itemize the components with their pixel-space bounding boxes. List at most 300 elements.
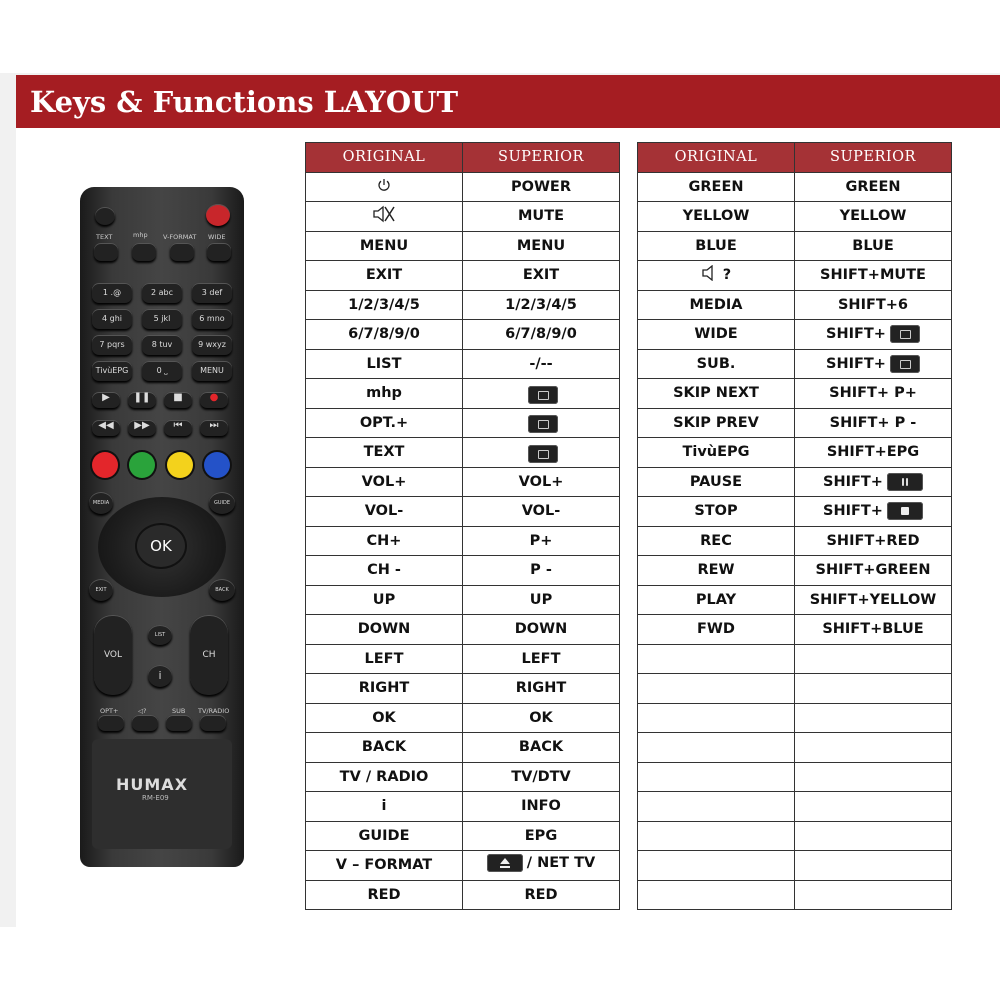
superior-key-cell <box>463 261 620 291</box>
superior-key-cell <box>463 526 620 556</box>
wide-key <box>207 243 231 261</box>
original-key-label: LIST <box>366 355 402 372</box>
remote-label-audio: ◁? <box>138 707 147 715</box>
text-key <box>94 243 118 261</box>
original-key-cell <box>638 674 795 704</box>
superior-key-content <box>519 474 564 490</box>
table-row <box>306 290 620 320</box>
original-key-label: CH+ <box>366 532 402 549</box>
superior-key-label: SHIFT+ <box>826 326 886 343</box>
guide-key: GUIDE <box>209 492 235 514</box>
red-key <box>92 452 118 478</box>
table-row <box>306 231 620 261</box>
superior-key-label: / NET TV <box>526 855 596 872</box>
exit-key: EXIT <box>89 579 113 601</box>
original-key-content <box>358 828 409 844</box>
eject-button-icon <box>487 854 523 872</box>
table-row <box>638 762 952 792</box>
superior-key-cell <box>463 733 620 763</box>
original-key-content <box>688 179 743 195</box>
superior-key-cell <box>463 821 620 851</box>
superior-key-content <box>820 267 926 283</box>
superior-key-cell <box>463 290 620 320</box>
superior-key-content <box>487 854 595 872</box>
original-key-label: BLUE <box>695 237 737 254</box>
original-key-label: MEDIA <box>689 296 743 313</box>
remote-label-wide: WIDE <box>208 233 226 241</box>
table-row <box>638 880 952 910</box>
remote-brand: HUMAX <box>116 775 189 794</box>
header-original: ORIGINAL <box>638 143 795 173</box>
superior-key-label: SHIFT+BLUE <box>822 621 924 638</box>
mute-icon <box>371 204 397 228</box>
superior-key-content <box>826 533 919 549</box>
superior-key-content <box>521 798 561 814</box>
table-row <box>306 556 620 586</box>
table-row <box>306 467 620 497</box>
header-original: ORIGINAL <box>306 143 463 173</box>
superior-key-cell <box>795 172 952 202</box>
table-row <box>306 202 620 232</box>
original-key-content <box>690 474 742 490</box>
table-row <box>638 290 952 320</box>
table-row <box>306 349 620 379</box>
original-key-content <box>348 297 420 313</box>
superior-key-content <box>505 326 577 342</box>
original-key-label: SKIP NEXT <box>673 385 759 402</box>
superior-key-content <box>530 592 552 608</box>
mute-button-icon <box>95 207 115 225</box>
original-key-cell <box>638 172 795 202</box>
table-row <box>306 762 620 792</box>
original-key-label: V – FORMAT <box>335 857 433 874</box>
original-key-label: BACK <box>361 739 407 756</box>
fwd-key: ▶▶ <box>128 420 156 436</box>
original-key-label: REW <box>697 562 735 579</box>
superior-key-label: MUTE <box>518 208 564 225</box>
original-key-label: MENU <box>359 237 409 254</box>
original-key-label: STOP <box>694 503 738 520</box>
superior-key-label: LEFT <box>521 650 561 667</box>
table-row <box>306 438 620 468</box>
superior-key-label: RIGHT <box>515 680 567 697</box>
superior-key-content <box>845 179 900 195</box>
original-key-cell <box>638 644 795 674</box>
table-row <box>638 733 952 763</box>
original-key-cell <box>638 379 795 409</box>
stop-button-icon <box>887 502 923 520</box>
yellow-key <box>167 452 193 478</box>
table-row <box>638 231 952 261</box>
original-key-label: RED <box>367 886 401 903</box>
original-key-content <box>673 385 759 401</box>
superior-key-cell <box>795 526 952 556</box>
power-icon <box>376 177 392 197</box>
digit-key: 4 ghi <box>92 309 132 329</box>
original-key-cell <box>306 556 463 586</box>
original-key-label: ? <box>722 267 732 284</box>
superior-key-content <box>827 444 919 460</box>
original-key-cell <box>306 379 463 409</box>
original-key-content <box>694 503 737 519</box>
table-row <box>306 703 620 733</box>
original-key-label: SKIP PREV <box>673 414 759 431</box>
superior-key-content <box>826 325 920 343</box>
original-key-label: OPT.+ <box>359 414 409 431</box>
digit-key: 7 pqrs <box>92 335 132 355</box>
original-key-content <box>340 769 429 785</box>
original-key-cell <box>638 703 795 733</box>
superior-key-cell <box>795 762 952 792</box>
key-button-icon <box>890 355 920 373</box>
superior-key-cell <box>795 556 952 586</box>
original-key-cell <box>306 526 463 556</box>
superior-key-label: SHIFT+ P+ <box>829 385 917 402</box>
superior-key-content <box>524 887 557 903</box>
original-key-content <box>366 385 402 401</box>
original-key-label: YELLOW <box>682 208 750 225</box>
original-key-label: 1/2/3/4/5 <box>348 296 420 313</box>
superior-key-label: P - <box>530 562 552 579</box>
original-key-label: TivùEPG <box>682 444 750 461</box>
superior-key-cell <box>795 703 952 733</box>
superior-key-label: 6/7/8/9/0 <box>505 326 577 343</box>
original-key-cell <box>306 674 463 704</box>
original-key-content <box>701 265 731 285</box>
superior-key-label: VOL- <box>521 503 561 520</box>
superior-key-content <box>523 267 559 283</box>
original-key-cell <box>638 497 795 527</box>
superior-key-content <box>524 386 558 404</box>
superior-key-content <box>823 502 923 520</box>
digit-key: 2 abc <box>142 283 182 303</box>
digit-key: 9 wxyz <box>192 335 232 355</box>
original-key-content <box>364 444 405 460</box>
superior-key-cell <box>463 585 620 615</box>
table-row <box>638 585 952 615</box>
original-key-content <box>371 204 397 228</box>
superior-key-label: EXIT <box>522 267 560 284</box>
superior-key-cell <box>795 585 952 615</box>
table-row <box>638 408 952 438</box>
original-key-cell <box>638 320 795 350</box>
remote-label-mhp: mhp <box>133 231 148 239</box>
table-row <box>638 792 952 822</box>
speaker-icon <box>701 265 719 285</box>
superior-key-label: SHIFT+MUTE <box>820 267 926 284</box>
table-row <box>638 556 952 586</box>
volume-rocker: VOL <box>94 615 132 695</box>
back-key: BACK <box>209 579 235 601</box>
info-key: i <box>148 665 172 687</box>
digit-key: 3 def <box>192 283 232 303</box>
superior-key-cell <box>795 467 952 497</box>
superior-key-label: BACK <box>518 739 564 756</box>
original-key-content <box>697 562 734 578</box>
superior-key-cell <box>463 379 620 409</box>
superior-key-label: SHIFT+ P - <box>829 414 917 431</box>
header-superior: SUPERIOR <box>795 143 952 173</box>
sub-key <box>166 715 192 731</box>
original-key-cell <box>306 202 463 232</box>
superior-key-label: MENU <box>516 237 566 254</box>
original-key-label: GREEN <box>688 178 744 195</box>
superior-key-cell <box>795 320 952 350</box>
page-title: Keys & Functions LAYOUT <box>30 85 459 119</box>
original-key-content <box>373 592 395 608</box>
original-key-cell <box>638 792 795 822</box>
remote-label-vformat: V-FORMAT <box>163 233 197 241</box>
original-key-cell <box>638 851 795 881</box>
original-key-cell <box>638 438 795 468</box>
original-key-cell <box>638 615 795 645</box>
superior-key-cell <box>463 674 620 704</box>
superior-key-cell <box>795 349 952 379</box>
digit-key: MENU <box>192 361 232 381</box>
original-key-cell <box>306 408 463 438</box>
original-key-cell <box>638 231 795 261</box>
original-key-cell <box>306 792 463 822</box>
table-row <box>638 467 952 497</box>
superior-key-content <box>511 769 571 785</box>
superior-key-content <box>511 179 571 195</box>
media-key: MEDIA <box>89 492 113 514</box>
original-key-label: LEFT <box>364 650 404 667</box>
key-button-icon <box>528 445 558 463</box>
original-key-label: DOWN <box>357 621 411 638</box>
remote-label-tvradio: TV/RADIO <box>198 707 230 715</box>
superior-key-label: SHIFT+ <box>823 473 883 490</box>
superior-key-cell <box>463 497 620 527</box>
header-superior: SUPERIOR <box>463 143 620 173</box>
original-key-label: i <box>381 798 387 815</box>
table-row <box>638 644 952 674</box>
original-key-content <box>700 533 732 549</box>
superior-key-label: DOWN <box>514 621 568 638</box>
table-row <box>638 261 952 291</box>
original-key-label: VOL- <box>364 503 404 520</box>
remote-label-sub: SUB <box>172 707 186 715</box>
original-key-content <box>695 238 736 254</box>
table-row <box>306 851 620 881</box>
table-row <box>638 615 952 645</box>
original-key-label: SUB. <box>696 355 736 372</box>
superior-key-cell <box>795 231 952 261</box>
superior-key-content <box>852 238 893 254</box>
table-row <box>638 674 952 704</box>
original-key-label: TV / RADIO <box>339 768 429 785</box>
table-row <box>638 172 952 202</box>
table-row <box>638 497 952 527</box>
original-key-cell <box>306 320 463 350</box>
table-row <box>638 821 952 851</box>
mhp-key <box>132 243 156 261</box>
original-key-cell <box>638 261 795 291</box>
superior-key-cell <box>463 644 620 674</box>
table-row <box>638 526 952 556</box>
original-key-cell <box>306 851 463 881</box>
channel-rocker: CH <box>190 615 228 695</box>
superior-key-cell <box>795 290 952 320</box>
original-key-cell <box>638 733 795 763</box>
superior-key-content <box>529 710 553 726</box>
original-key-content <box>366 267 402 283</box>
superior-key-label: RED <box>524 886 558 903</box>
original-key-cell <box>306 467 463 497</box>
superior-key-content <box>529 356 552 372</box>
audio-key <box>132 715 158 731</box>
table-row <box>638 320 952 350</box>
original-key-cell <box>306 733 463 763</box>
digit-key: 1 .@ <box>92 283 132 303</box>
original-key-content <box>362 474 407 490</box>
original-key-cell <box>638 202 795 232</box>
original-key-cell <box>306 762 463 792</box>
superior-key-label: GREEN <box>845 178 901 195</box>
original-key-cell <box>306 615 463 645</box>
superior-key-label: YELLOW <box>839 208 907 225</box>
original-key-cell <box>306 880 463 910</box>
table-row <box>638 703 952 733</box>
superior-key-label: VOL+ <box>518 473 564 490</box>
original-key-content <box>376 177 392 197</box>
digit-key: TivùEPG <box>92 361 132 381</box>
original-key-content <box>362 739 406 755</box>
original-key-cell <box>638 349 795 379</box>
original-key-content <box>358 621 411 637</box>
original-key-cell <box>306 172 463 202</box>
original-key-content <box>673 415 759 431</box>
skip-next-key: ⏭ <box>200 420 228 436</box>
superior-key-cell <box>795 674 952 704</box>
table-row <box>306 644 620 674</box>
rew-key: ◀◀ <box>92 420 120 436</box>
original-key-label: EXIT <box>365 267 403 284</box>
original-key-content <box>382 798 387 814</box>
original-key-label: VOL+ <box>361 473 407 490</box>
superior-key-label: TV/DTV <box>511 768 571 785</box>
table-row <box>306 172 620 202</box>
superior-key-cell <box>463 762 620 792</box>
original-key-content <box>365 651 404 667</box>
superior-key-label: SHIFT+ <box>823 503 883 520</box>
original-key-content <box>696 592 736 608</box>
superior-key-label: POWER <box>510 178 572 195</box>
table-row <box>306 408 620 438</box>
original-key-cell <box>306 703 463 733</box>
original-key-cell <box>638 556 795 586</box>
superior-key-content <box>530 533 553 549</box>
superior-key-content <box>816 562 931 578</box>
original-key-content <box>697 356 736 372</box>
remote-control-image <box>80 187 244 867</box>
superior-key-cell <box>795 408 952 438</box>
original-key-label: UP <box>372 591 396 608</box>
original-key-label: WIDE <box>694 326 738 343</box>
table-row <box>306 320 620 350</box>
superior-key-cell <box>795 379 952 409</box>
table-row <box>638 438 952 468</box>
superior-key-cell <box>463 408 620 438</box>
remote-label-opt: OPT+ <box>100 707 119 715</box>
superior-key-label: -/-- <box>529 355 553 372</box>
original-key-cell <box>638 408 795 438</box>
superior-key-cell <box>795 438 952 468</box>
superior-key-label: SHIFT+EPG <box>826 444 920 461</box>
superior-key-content <box>530 562 552 578</box>
table-row <box>306 379 620 409</box>
original-key-content <box>336 857 432 873</box>
original-key-label: FWD <box>697 621 735 638</box>
table-row <box>638 851 952 881</box>
superior-key-content <box>517 238 565 254</box>
play-key: ▶ <box>92 392 120 408</box>
table-row <box>306 526 620 556</box>
original-key-label: RIGHT <box>358 680 410 697</box>
superior-key-cell <box>463 320 620 350</box>
original-key-label: 6/7/8/9/0 <box>348 326 420 343</box>
superior-key-cell <box>795 497 952 527</box>
keys-table-right <box>637 142 952 910</box>
original-key-cell <box>638 880 795 910</box>
digit-key: 0 ⎵ <box>142 361 182 381</box>
original-key-label: REC <box>700 532 732 549</box>
superior-key-cell <box>463 467 620 497</box>
table-row <box>638 202 952 232</box>
superior-key-label: INFO <box>521 798 561 815</box>
original-key-label: mhp <box>366 385 402 402</box>
original-key-content <box>359 680 410 696</box>
original-key-cell <box>306 497 463 527</box>
rec-key: ● <box>200 392 228 408</box>
original-key-label: PLAY <box>695 591 737 608</box>
superior-key-content <box>524 445 558 463</box>
table-row <box>306 880 620 910</box>
vformat-key <box>170 243 194 261</box>
superior-key-cell <box>795 851 952 881</box>
original-key-content <box>367 887 400 903</box>
superior-key-cell <box>795 644 952 674</box>
skip-prev-key: ⏮ <box>164 420 192 436</box>
superior-key-cell <box>463 792 620 822</box>
superior-key-cell <box>463 703 620 733</box>
table-row <box>638 379 952 409</box>
original-key-content <box>372 710 396 726</box>
superior-key-cell <box>795 821 952 851</box>
original-key-content <box>367 356 402 372</box>
superior-key-cell <box>795 261 952 291</box>
superior-key-label: UP <box>529 591 553 608</box>
original-key-cell <box>306 231 463 261</box>
original-key-cell <box>306 349 463 379</box>
superior-key-cell <box>795 202 952 232</box>
original-key-content <box>694 326 737 342</box>
original-key-cell <box>638 762 795 792</box>
superior-key-cell <box>463 615 620 645</box>
original-key-cell <box>306 644 463 674</box>
original-key-cell <box>638 467 795 497</box>
superior-key-label: SHIFT+6 <box>837 296 908 313</box>
stop-key: ■ <box>164 392 192 408</box>
original-key-cell <box>638 290 795 320</box>
table-row <box>306 497 620 527</box>
original-key-content <box>367 533 402 549</box>
table-row <box>306 674 620 704</box>
superior-key-label: OK <box>529 709 553 726</box>
original-key-content <box>690 297 743 313</box>
superior-key-content <box>823 473 923 491</box>
original-key-content <box>682 444 749 460</box>
